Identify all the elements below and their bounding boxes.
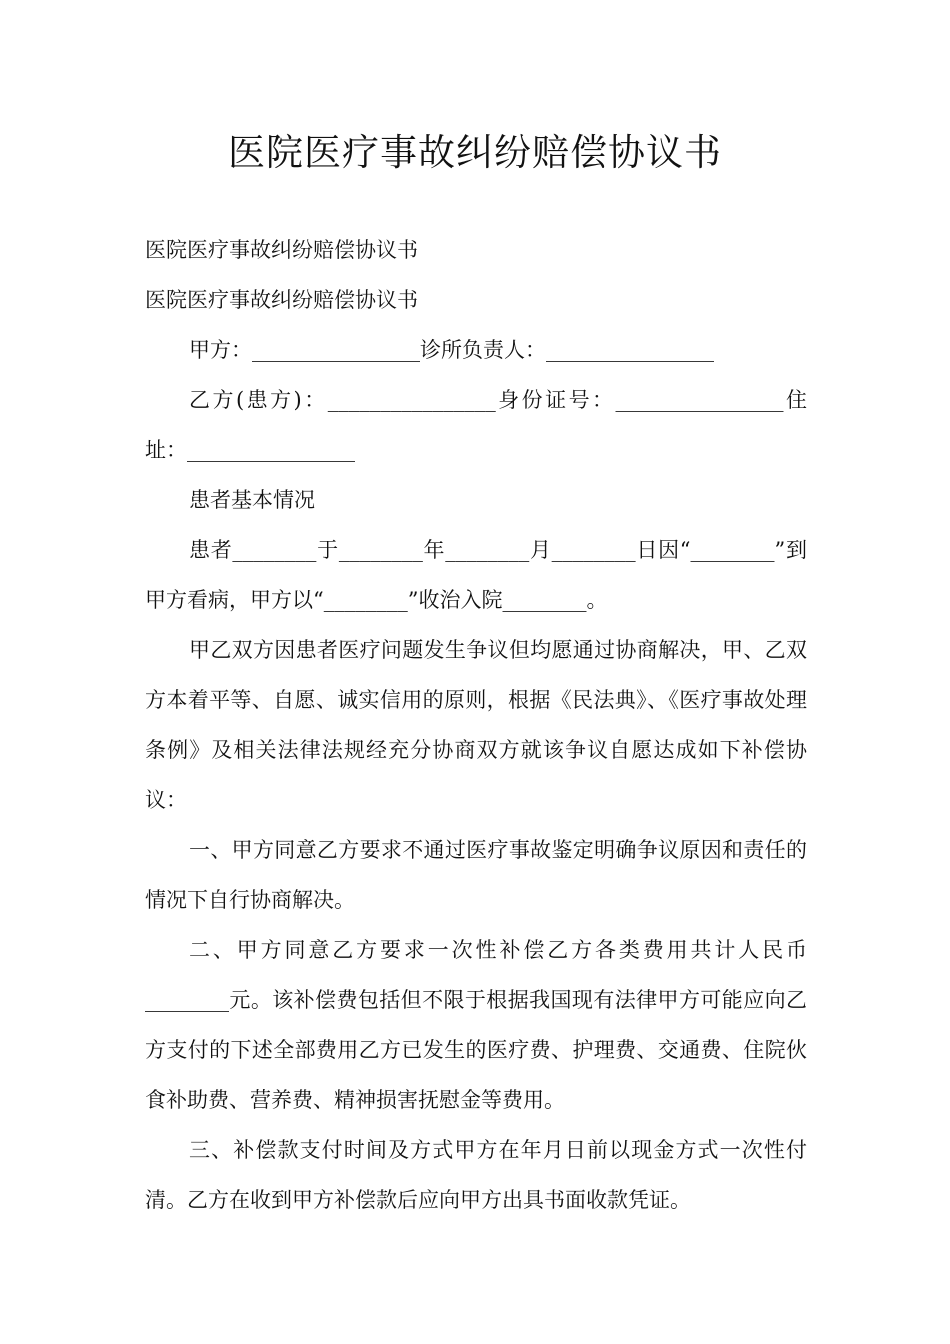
clause-3: 三、补偿款支付时间及方式甲方在年月日前以现金方式一次性付清。乙方在收到甲方补偿款后应向甲方出具书面收款凭证。 (145, 1138, 807, 1212)
paragraph: 医院医疗事故纠纷赔偿协议书 (145, 238, 418, 262)
clause-1: 一、甲方同意乙方要求不通过医疗事故鉴定明确争议原因和责任的情况下自行协商解决。 (145, 838, 807, 912)
paragraph: 医院医疗事故纠纷赔偿协议书 (145, 288, 418, 312)
party-a-line: 甲方：________________诊所负责人：________________ (189, 338, 714, 362)
section-heading: 患者基本情况 (189, 488, 315, 512)
clause-2: 二、甲方同意乙方要求一次性补偿乙方各类费用共计人民币________元。该补偿费包括但不限于根据我国现有法律甲方可能应向乙方支付的下述全部费用乙方已发生的医疗费、护理费、交通费、住院伙食补助费、营养费、精神损害抚慰金等费用。 (145, 938, 807, 1112)
paragraph: 患者________于________年________月________日因“________”到甲方看病，甲方以“________”收治入院________。 (145, 538, 807, 612)
party-b-line: 乙方(患方)：________________身份证号：________________住址：________________ (145, 388, 807, 462)
document-body (145, 225, 807, 1225)
paragraph: 甲乙双方因患者医疗问题发生争议但均愿通过协商解决，甲、乙双方本着平等、自愿、诚实信用的原则，根据《民法典》、《医疗事故处理条例》及相关法律法规经充分协商双方就该争议自愿达成如下补偿协议： (145, 638, 807, 812)
document-title: 医院医疗事故纠纷赔偿协议书 (228, 131, 722, 174)
